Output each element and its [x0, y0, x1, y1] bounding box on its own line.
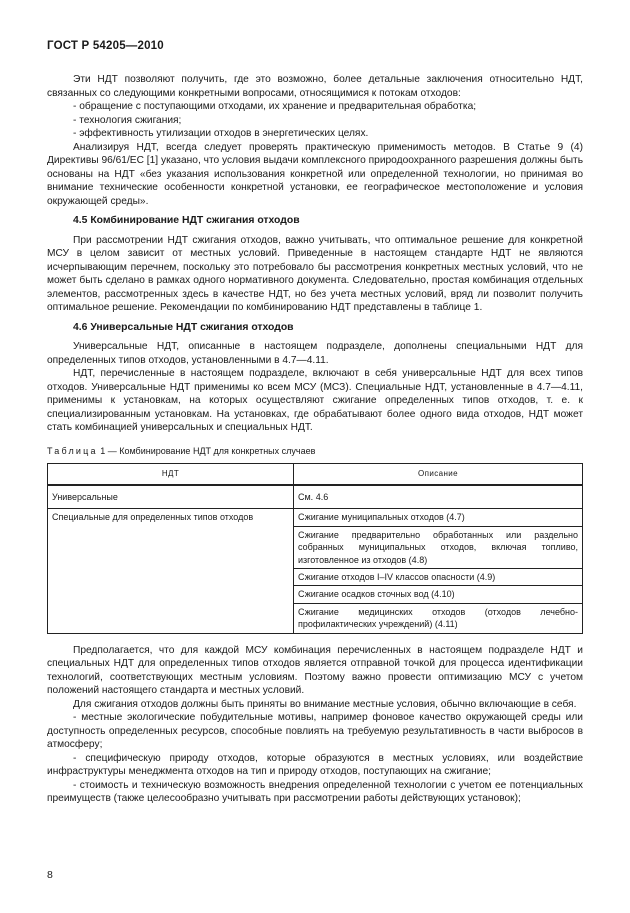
- table-cell: Специальные для определенных типов отходов: [48, 509, 294, 633]
- paragraph: Для сжигания отходов должны быть приняты во внимание местные условия, обычно включающие в себя.: [73, 698, 577, 710]
- table-caption-label: Таблица: [47, 445, 98, 456]
- table-cell: Сжигание медицинских отходов (отходов лечебно-профилактических учреждений) (4.11): [294, 603, 583, 633]
- document-header: ГОСТ Р 54205—2010: [47, 40, 164, 52]
- column-header: Описание: [294, 463, 583, 485]
- paragraph: Эти НДТ позволяют получить, где это возможно, более детальные заключения относительно НДТ, связанных со следующими конкретными вопросами, относящимися к потокам отходов:: [47, 74, 583, 99]
- list-item: - местные экологические побудительные мотивы, например фоновое качество окружающей среды или доступность определенных ресурсов, способные повлиять на требуемую результативность в части выбросов в атмосферу;: [47, 712, 583, 751]
- table-header-row: [48, 463, 583, 485]
- table-cell: Сжигание предварительно обработанных или раздельно собранных муниципальных отходов, включая топливо, изготовленное из отходов (4.8): [294, 526, 583, 568]
- list-item: - эффективность утилизации отходов в энергетических целях.: [73, 128, 369, 139]
- paragraph: НДТ, перечисленные в настоящем подразделе, включают в себя универсальные НДТ для всех типов отходов. Универсальные НДТ применимы ко всем МСУ (МСЗ). Специальные НДТ, установленные в 4.7—4.11, применимы к установкам, на которых осуществляют сжигание определенных типов отходов, т. е. к специализированным установкам. На установках, где обрабатывают более одного вида отходов, НДТ может стать комбинацией универсальных и специальных НДТ.: [47, 368, 583, 433]
- table-cell: Универсальные: [48, 485, 294, 509]
- list-item: - стоимость и техническую возможность внедрения определенной технологии с учетом ее потенциальных преимуществ (также целесообразно учитывать при рассмотрении работы действующих установок);: [47, 779, 583, 805]
- bat-combination-table: [47, 463, 583, 634]
- table-cell: Сжигание осадков сточных вод (4.10): [294, 586, 583, 603]
- list-item: - обращение с поступающими отходами, их хранение и предварительная обработка;: [73, 101, 477, 112]
- paragraph: Анализируя НДТ, всегда следует проверять практическую применимость методов. В Статье 9 (4) Директивы 96/61/ЕС [1] указано, что условия выдачи комплексного природоохранного разрешения должны быть основаны на НДТ «без указания использования конкретной или определенной технологии, но принимая во внимание технические особенности конкретной установки, ее географическое местоположение и условия окружающей среды».: [47, 141, 583, 207]
- table-cell: См. 4.6: [294, 485, 583, 509]
- table-row: [48, 485, 583, 509]
- table-caption-text: 1 — Комбинирование НДТ для конкретных случаев: [100, 445, 316, 456]
- table-caption: [47, 445, 583, 457]
- table-cell: Сжигание муниципальных отходов (4.7): [294, 509, 583, 526]
- table-cell: Сжигание отходов I–IV классов опасности (4.9): [294, 568, 583, 585]
- document-body: [47, 73, 583, 806]
- paragraph: Универсальные НДТ, описанные в настоящем подразделе, дополнены специальными НДТ для определенных типов отходов, установленными в 4.7—4.11.: [47, 341, 583, 366]
- page-number: 8: [47, 869, 53, 881]
- paragraph: Предполагается, что для каждой МСУ комбинация перечисленных в настоящем подразделе НДТ и специальных НДТ для определенных типов отходов является отправной точкой для процесса идентификации технологий, соответствующих местным условиям. Поэтому важно провести оптимизацию МСУ с учетом положений настоящего стандарта и местных условий.: [47, 644, 583, 697]
- section-heading-4-5: 4.5 Комбинирование НДТ сжигания отходов: [73, 215, 300, 226]
- table-row: [48, 509, 583, 526]
- list-item: - технология сжигания;: [73, 114, 182, 126]
- column-header: НДТ: [48, 463, 294, 485]
- section-heading-4-6: 4.6 Универсальные НДТ сжигания отходов: [73, 321, 294, 333]
- paragraph: При рассмотрении НДТ сжигания отходов, важно учитывать, что оптимальное решение для конкретной МСУ в целом зависит от местных условий. Приведенные в настоящем стандарте НДТ не являются исчерпывающим перечнем, поскольку это потребовало бы рассмотрения конкретных местных условий, что не может быть сделано в рамках одного нормативного документа. Следовательно, простая комбинация отдельных элементов, рассмотренных здесь в качестве НДТ, но без учета местных условий, вряд ли позволит получить оптимальное решение. Рекомендации по комбинированию НДТ представлены в таблице 1.: [47, 234, 583, 313]
- list-item: - специфическую природу отходов, которые образуются в местных условиях, или воздействие инфраструктуры менеджмента отходов на тип и природу отходов, поступающих на сжигание;: [47, 752, 583, 778]
